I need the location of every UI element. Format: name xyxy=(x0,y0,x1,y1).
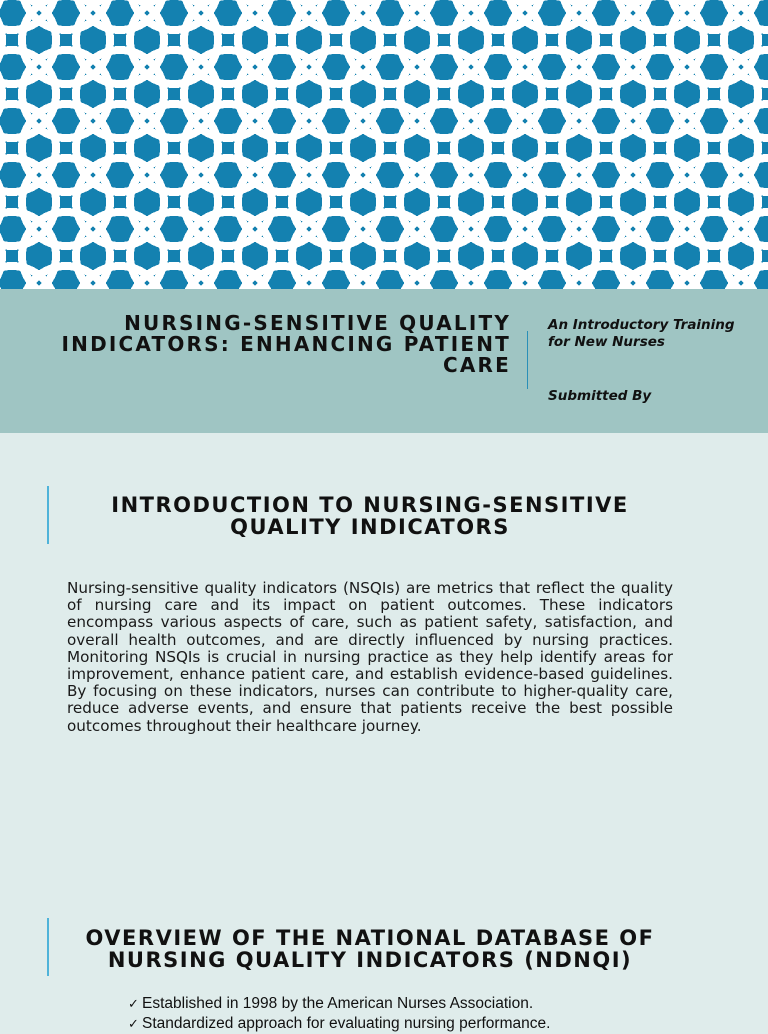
checkmark-icon: ✓ xyxy=(128,1017,139,1032)
ndnqi-heading-accent-bar xyxy=(47,918,49,976)
bullet-text: Established in 1998 by the American Nurses Association. xyxy=(142,995,534,1012)
list-item xyxy=(128,1014,550,1034)
ndnqi-heading: OVERVIEW OF THE NATIONAL DATABASE OF NURSING QUALITY INDICATORS (NDNQI) xyxy=(85,926,655,972)
document-subtitle: An Introductory Training for New Nurses xyxy=(548,317,735,350)
list-item xyxy=(128,994,550,1014)
submitted-by-label: Submitted By xyxy=(548,388,652,404)
title-band xyxy=(0,289,768,433)
intro-paragraph: Nursing-sensitive quality indicators (NSQIs) are metrics that reflect the quality of nursing care and its impact on patient outcomes. These indicators encompass various aspects of care, such as patient safety, satisfaction, and overall health outcomes, and are directly influenced by nursing practices. Monitoring NSQIs is crucial in nursing practice as they help identify areas for improvement, enhance patient care, and establish evidence-based guidelines. By focusing on these indicators, nurses can contribute to higher-quality care, reduce adverse events, and ensure that patients receive the best possible outcomes throughout their healthcare journey. xyxy=(67,579,673,735)
bullet-text: Standardized approach for evaluating nursing performance. xyxy=(142,1015,551,1032)
checkmark-icon: ✓ xyxy=(128,997,139,1012)
decorative-pattern-banner xyxy=(0,0,768,289)
title-divider xyxy=(527,331,528,389)
document-title: NURSING-SENSITIVE QUALITY INDICATORS: ENHANCING PATIENT CARE xyxy=(61,311,511,377)
ndnqi-bullet-list xyxy=(128,994,550,1034)
intro-heading-accent-bar xyxy=(47,486,49,544)
intro-heading: INTRODUCTION TO NURSING-SENSITIVE QUALITY INDICATORS xyxy=(111,493,629,539)
